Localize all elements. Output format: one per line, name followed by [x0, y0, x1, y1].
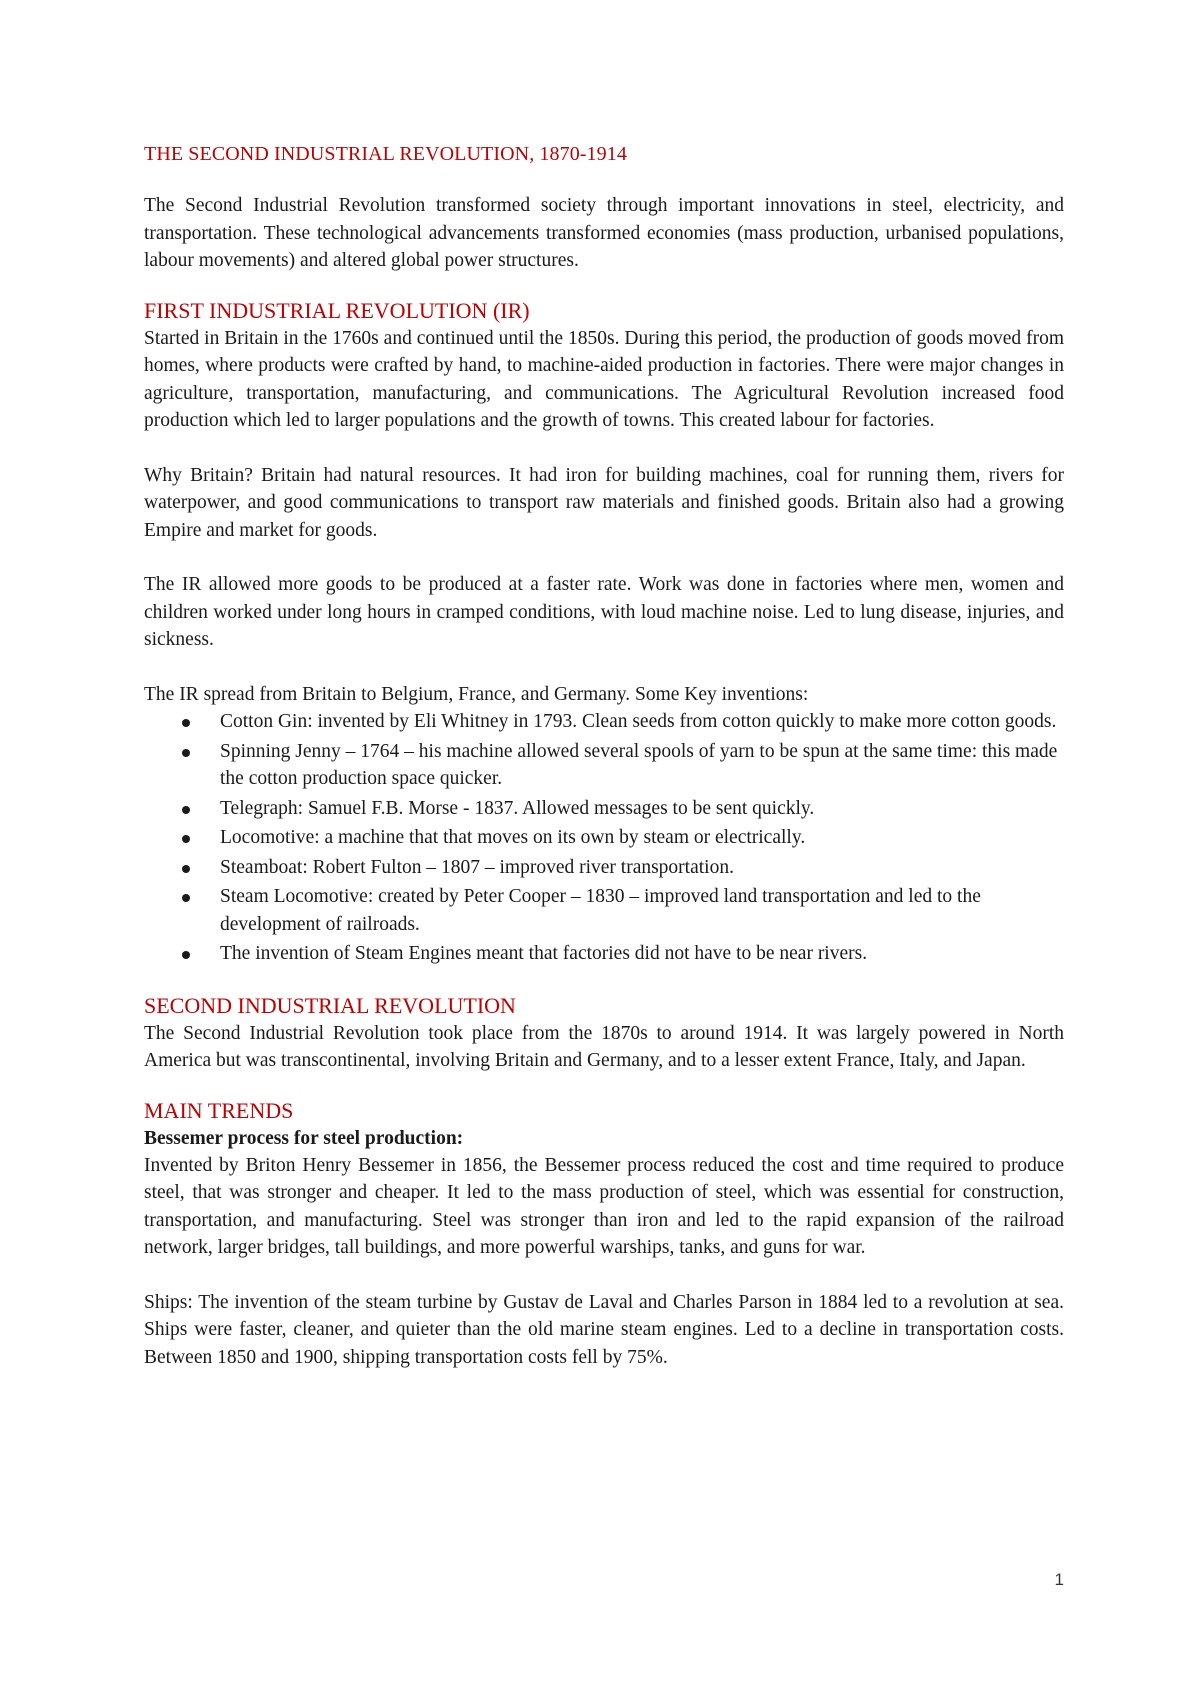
bessemer-subheading: Bessemer process for steel production: [144, 1127, 464, 1149]
list-item-text: Spinning Jenny – 1764 – his machine allowed several spools of yarn to be spun at the same time: this made the cotton production space quicker. [220, 740, 1058, 789]
spacer [144, 1075, 1064, 1097]
second-ir-heading: SECOND INDUSTRIAL REVOLUTION [144, 992, 516, 1018]
spacer [144, 435, 1064, 462]
list-item [220, 940, 1064, 968]
ships-paragraph: Ships: The invention of the steam turbine by Gustav de Laval and Charles Parson in 1884 led to a revolution at sea. Ships were faster, cleaner, and quieter than the old marine steam engines. Led to a decline in transportation costs. Between 1850 and 1900, shipping transportation costs fell by 75%. [144, 1291, 1064, 1368]
list-item [220, 738, 1064, 793]
list-item-text: Telegraph: Samuel F.B. Morse - 1837. Allowed messages to be sent quickly. [220, 797, 815, 819]
main-trends-heading: MAIN TRENDS [144, 1097, 294, 1123]
spacer [144, 970, 1064, 992]
document-title: THE SECOND INDUSTRIAL REVOLUTION, 1870-1914 [144, 143, 627, 165]
second-ir-paragraph: The Second Industrial Revolution took place from the 1870s to around 1914. It was largely powered in North America but was transcontinental, involving Britain and Germany, and to a lesser extent France, Italy, and Japan. [144, 1022, 1064, 1071]
first-ir-heading: FIRST INDUSTRIAL REVOLUTION (IR) [144, 297, 530, 323]
list-item-text: Cotton Gin: invented by Eli Whitney in 1793. Clean seeds from cotton quickly to make more cotton goods. [220, 711, 1057, 732]
bullet-icon [182, 865, 190, 873]
first-ir-paragraph-3: The IR allowed more goods to be produced at a faster rate. Work was done in factories where men, women and children worked under long hours in cramped conditions, with loud machine noise. Led to lung disease, injuries, and sickness. [144, 574, 1064, 650]
spacer [144, 654, 1064, 681]
bullet-icon [182, 749, 190, 757]
bessemer-paragraph: Invented by Briton Henry Bessemer in 1856, the Bessemer process reduced the cost and time required to produce steel, that was stronger and cheaper. It led to the mass production of steel, which was essential for construction, transportation, and manufacturing. Steel was stronger than iron and led to the rapid expansion of the railroad network, larger bridges, tall buildings, and more powerful warships, tanks, and guns for war. [144, 1154, 1064, 1258]
spacer [144, 1262, 1064, 1289]
list-item [220, 708, 1064, 736]
list-item-text: Steamboat: Robert Fulton – 1807 – improved river transportation. [220, 856, 734, 878]
list-item-text: Steam Locomotive: created by Peter Cooper – 1830 – improved land transportation and led to the development of railroads. [220, 886, 981, 935]
first-ir-paragraph-2: Why Britain? Britain had natural resources. It had iron for building machines, coal for running them, rivers for waterpower, and good communications to transport raw materials and finished goods. Britain also had a growing Empire and market for goods. [144, 464, 1064, 541]
bullet-icon [182, 719, 190, 727]
document-page [144, 140, 1064, 1371]
spacer [144, 544, 1064, 571]
list-item [220, 883, 1064, 938]
bullet-icon [182, 806, 190, 814]
list-item-text: The invention of Steam Engines meant that factories did not have to be near rivers. [220, 943, 868, 964]
bullet-icon [182, 894, 190, 902]
list-item [220, 795, 1064, 823]
bullet-icon [182, 835, 190, 843]
intro-paragraph: The Second Industrial Revolution transformed society through important innovations in steel, electricity, and transportation. These technological advancements transformed economies (mass production, urbanised populations, labour movements) and altered global power structures. [144, 195, 1064, 271]
spacer [144, 275, 1064, 297]
bullet-icon [182, 951, 190, 959]
first-ir-paragraph-1: Started in Britain in the 1760s and continued until the 1850s. During this period, the production of goods moved from homes, where products were crafted by hand, to machine-aided production in factories. There were major changes in agriculture, transportation, manufacturing, and communications. The Agricultural Revolution increased food production which led to larger populations and the growth of towns. This created labour for factories. [144, 327, 1064, 431]
list-item [220, 854, 1064, 882]
list-item [220, 824, 1064, 852]
inventions-list [144, 708, 1064, 968]
first-ir-paragraph-4: The IR spread from Britain to Belgium, France, and Germany. Some Key inventions: [144, 683, 809, 705]
list-item-text: Locomotive: a machine that that moves on its own by steam or electrically. [220, 827, 806, 848]
page-number: 1 [1054, 1570, 1064, 1589]
